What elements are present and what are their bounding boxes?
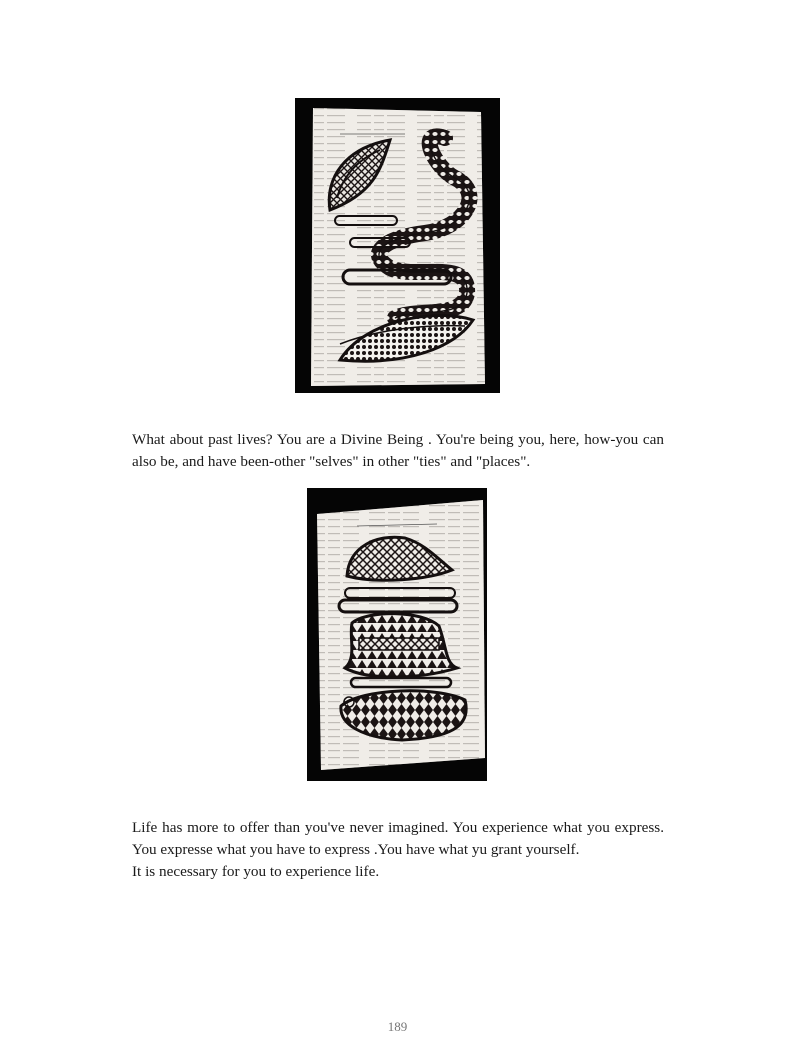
paragraph-life-offer <box>132 817 664 883</box>
paisley-serpent-artwork <box>295 98 500 393</box>
zentangle-photo-stacked-patterns <box>307 488 487 781</box>
stacked-patterns-artwork <box>307 488 487 781</box>
paragraph-past-lives <box>132 429 664 473</box>
paragraph-life-offer-text: Life has more to offer than you've never imagined. You experience what you express. You expresse what you have to express .You have what yu grant yourself. <box>132 819 664 858</box>
paragraph-past-lives-text: What about past lives? You are a Divine Being . You're being you, here, how-you can also be, and have been-other "selves" in other "ties" and "places". <box>132 431 664 470</box>
page-number: 189 <box>387 1019 408 1034</box>
paragraph-life-offer-closing: It is necessary for you to experience life. <box>132 863 380 880</box>
zentangle-photo-paisley-serpent <box>295 98 500 393</box>
